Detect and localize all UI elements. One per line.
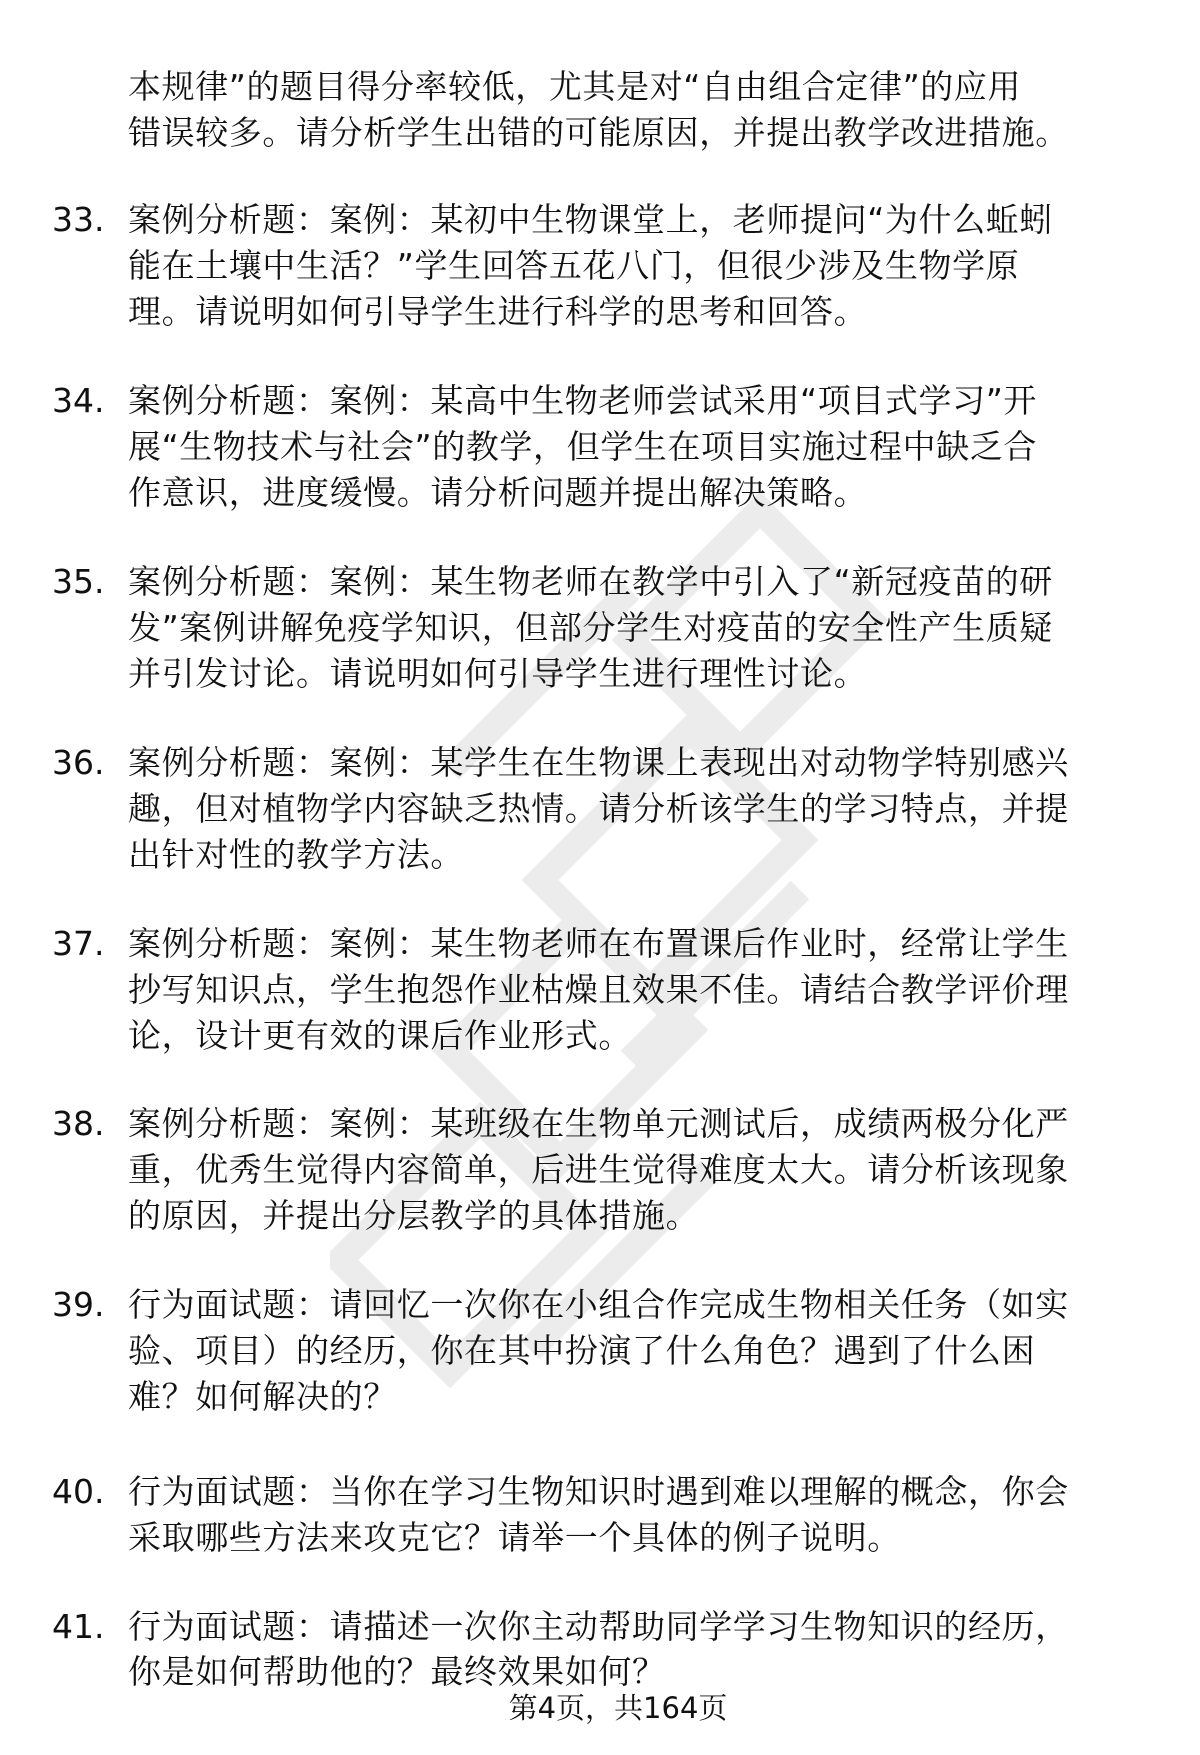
item-text-line: 验、项目）的经历，你在其中扮演了什么角色？遇到了什么困 (128, 1331, 1036, 1370)
item-number: 38. (52, 1104, 105, 1143)
item-number: 36. (52, 743, 105, 782)
item-text-line: 作意识，进度缓慢。请分析问题并提出解决策略。 (128, 473, 868, 512)
item-text-line: 并引发讨论。请说明如何引导学生进行理性讨论。 (128, 654, 868, 693)
item-text-line: 案例分析题：案例：某班级在生物单元测试后，成绩两极分化严 (128, 1104, 1069, 1143)
item-text-line: 案例分析题：案例：某高中生物老师尝试采用“项目式学习”开 (128, 381, 1037, 420)
item-text-line: 理。请说明如何引导学生进行科学的思考和回答。 (128, 292, 868, 331)
item-text-line: 错误较多。请分析学生出错的可能原因，并提出教学改进措施。 (128, 113, 1069, 152)
item-text-line: 展“生物技术与社会”的教学，但学生在项目实施过程中缺乏合 (128, 427, 1037, 466)
item-text-line: 的原因，并提出分层教学的具体措施。 (128, 1196, 700, 1235)
item-number: 35. (52, 562, 105, 601)
item-text-line: 采取哪些方法来攻克它？请举一个具体的例子说明。 (128, 1518, 901, 1557)
item-text-line: 抄写知识点，学生抱怨作业枯燥且效果不佳。请结合教学评价理 (128, 970, 1069, 1009)
item-text-line: 行为面试题：请回忆一次你在小组合作完成生物相关任务（如实 (128, 1285, 1069, 1324)
item-text-line: 案例分析题：案例：某学生在生物课上表现出对动物学特别感兴 (128, 743, 1069, 782)
item-text-line: 能在土壤中生活？”学生回答五花八门，但很少涉及生物学原 (128, 246, 1020, 285)
item-text-line: 趣，但对植物学内容缺乏热情。请分析该学生的学习特点，并提 (128, 789, 1069, 828)
item-text-line: 发”案例讲解免疫学知识，但部分学生对疫苗的安全性产生质疑 (128, 608, 1053, 647)
item-number: 34. (52, 381, 105, 420)
page-number-footer: 第4页，共164页 (508, 1691, 728, 1725)
item-text-line: 行为面试题：当你在学习生物知识时遇到难以理解的概念，你会 (128, 1472, 1069, 1511)
item-number: 40. (52, 1472, 105, 1511)
item-text-line: 案例分析题：案例：某生物老师在布置课后作业时，经常让学生 (128, 924, 1069, 963)
item-text-line: 出针对性的教学方法。 (128, 835, 464, 874)
item-number: 37. (52, 924, 105, 963)
item-text-line: 重，优秀生觉得内容简单，后进生觉得难度太大。请分析该现象 (128, 1150, 1069, 1189)
item-text-line: 难？如何解决的？ (128, 1377, 397, 1416)
item-text-line: 行为面试题：请描述一次你主动帮助同学学习生物知识的经历， (128, 1607, 1069, 1646)
item-text-line: 本规律”的题目得分率较低，尤其是对“自由组合定律”的应用 (128, 67, 1022, 106)
item-text-line: 案例分析题：案例：某生物老师在教学中引入了“新冠疫苗的研 (128, 562, 1053, 601)
item-number: 33. (52, 200, 105, 239)
item-text-line: 案例分析题：案例：某初中生物课堂上，老师提问“为什么蚯蚓 (128, 200, 1053, 239)
item-text-line: 你是如何帮助他的？最终效果如何？ (128, 1652, 666, 1691)
item-number: 41. (52, 1607, 105, 1646)
item-number: 39. (52, 1285, 105, 1324)
item-text-line: 论，设计更有效的课后作业形式。 (128, 1016, 632, 1055)
